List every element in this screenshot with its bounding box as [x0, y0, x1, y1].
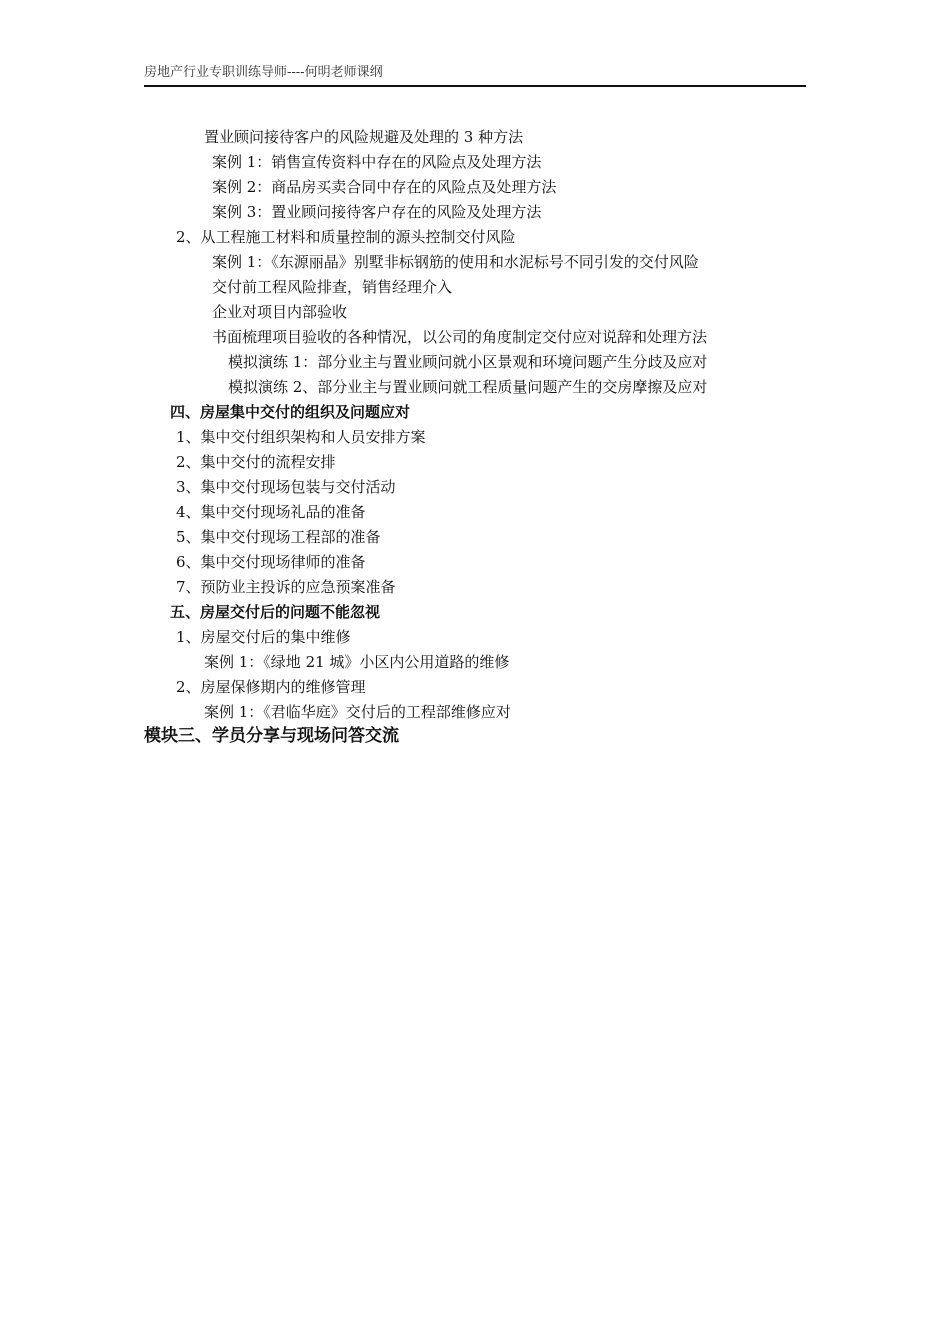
subsection-item: 2、从工程施工材料和质量控制的源头控制交付风险: [176, 228, 516, 246]
case-line: 案例 1：《君临华庭》交付后的工程部维修应对: [204, 703, 511, 721]
list-item: 2、集中交付的流程安排: [176, 453, 336, 471]
text-line: 交付前工程风险排查，销售经理介入: [212, 278, 453, 296]
list-item: 3、集中交付现场包装与交付活动: [176, 478, 396, 496]
page-header: [144, 64, 806, 87]
case-line: 案例 2：商品房买卖合同中存在的风险点及处理方法: [212, 178, 557, 196]
module-heading: 模块三、学员分享与现场问答交流: [144, 726, 399, 746]
exercise-line: 模拟演练 2、部分业主与置业顾问就工程质量问题产生的交房摩擦及应对: [228, 378, 708, 396]
case-line: 案例 1：销售宣传资料中存在的风险点及处理方法: [212, 153, 542, 171]
text-line: 企业对项目内部验收: [212, 303, 348, 321]
section-heading: 五、房屋交付后的问题不能忽视: [170, 603, 381, 621]
case-line: 案例 1：《绿地 21 城》小区内公用道路的维修: [204, 653, 510, 671]
list-item: 1、集中交付组织架构和人员安排方案: [176, 428, 426, 446]
case-line: 案例 1：《东源丽晶》别墅非标钢筋的使用和水泥标号不同引发的交付风险: [212, 253, 699, 271]
text-line: 书面梳理项目验收的各种情况，以公司的角度制定交付应对说辞和处理方法: [212, 328, 708, 346]
list-item: 4、集中交付现场礼品的准备: [176, 503, 366, 521]
text-line: 置业顾问接待客户的风险规避及处理的 3 种方法: [204, 128, 524, 146]
section-heading: 四、房屋集中交付的组织及问题应对: [170, 403, 411, 421]
header-title: 房地产行业专职训练导师----何明老师课纲: [144, 65, 383, 80]
list-item: 1、房屋交付后的集中维修: [176, 628, 351, 646]
case-line: 案例 3：置业顾问接待客户存在的风险及处理方法: [212, 203, 542, 221]
list-item: 5、集中交付现场工程部的准备: [176, 528, 381, 546]
list-item: 2、房屋保修期内的维修管理: [176, 678, 366, 696]
list-item: 7、预防业主投诉的应急预案准备: [176, 578, 396, 596]
list-item: 6、集中交付现场律师的准备: [176, 553, 366, 571]
exercise-line: 模拟演练 1：部分业主与置业顾问就小区景观和环境问题产生分歧及应对: [228, 353, 708, 371]
